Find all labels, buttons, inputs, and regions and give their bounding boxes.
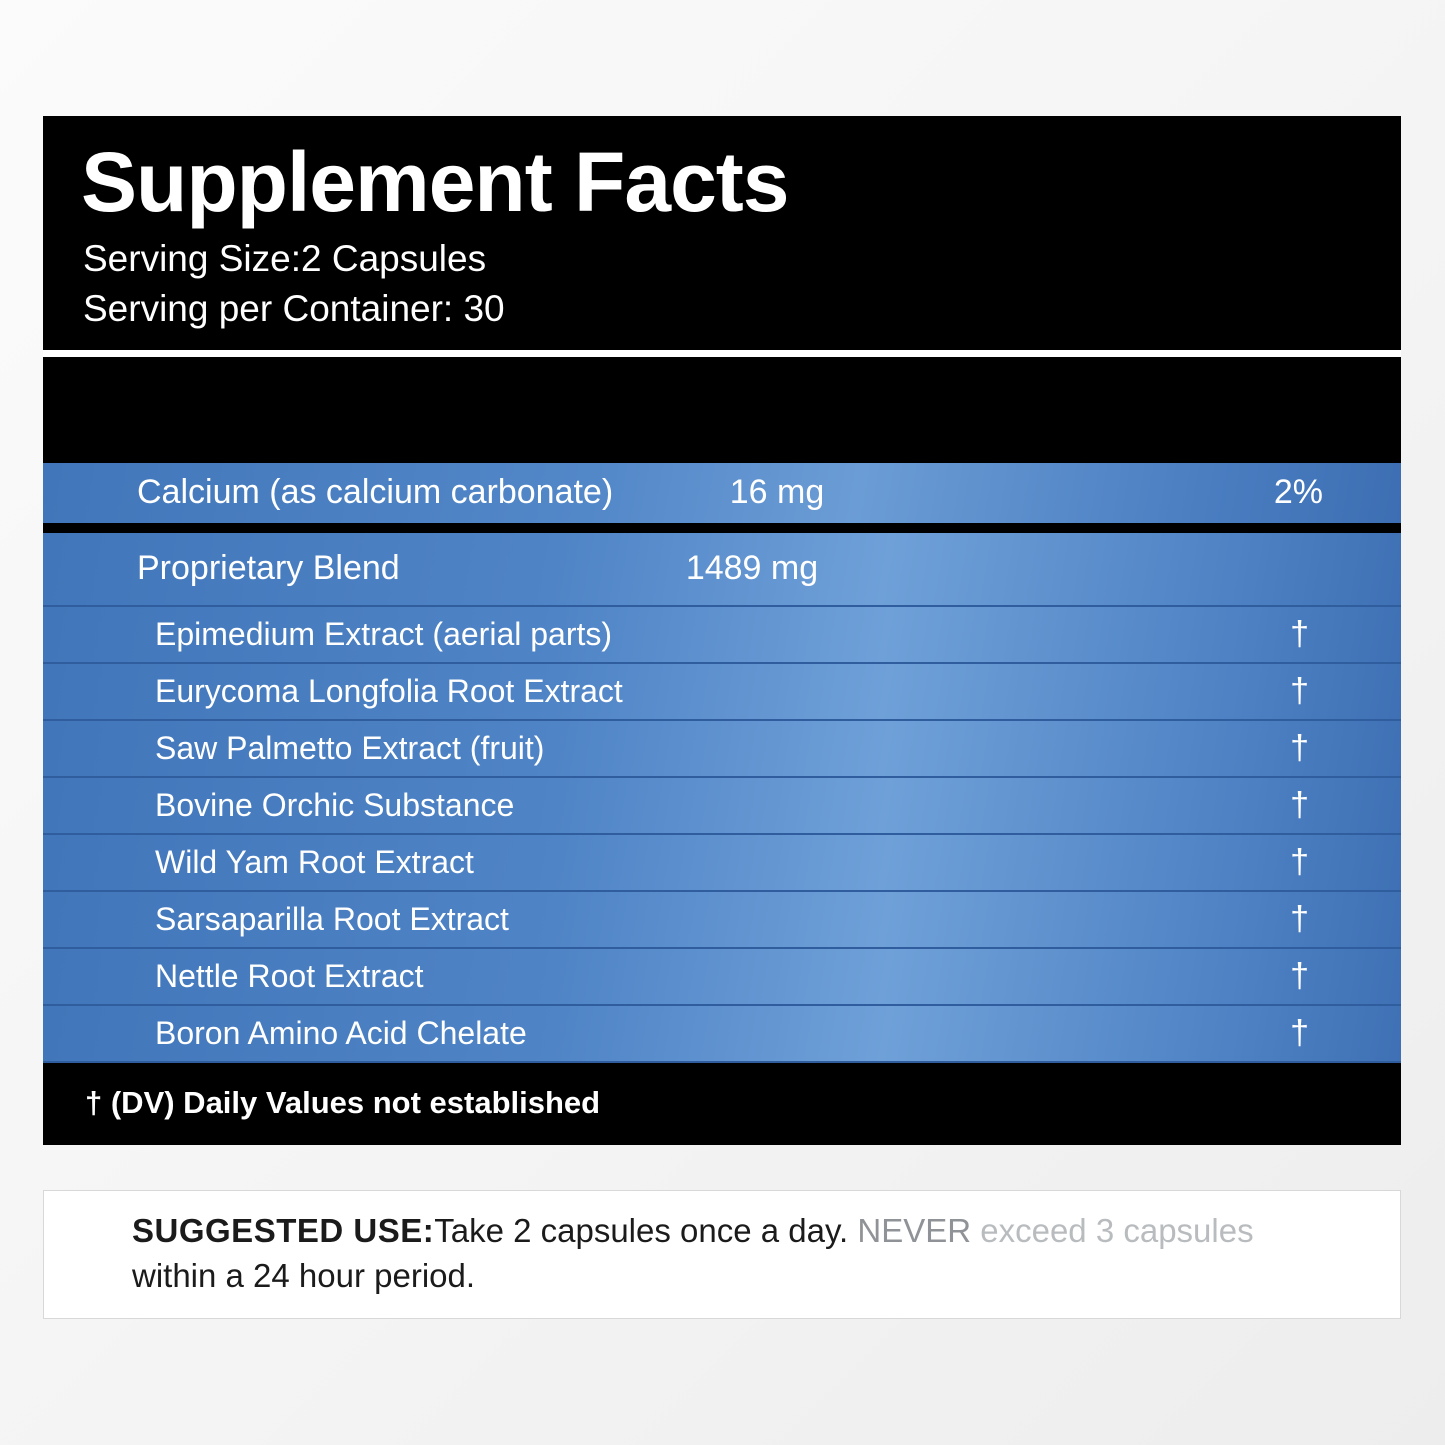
nutrient-name: Sarsaparilla Root Extract bbox=[155, 900, 509, 937]
suggested-use-sentence-1: Take 2 capsules once a day. bbox=[434, 1212, 858, 1249]
nutrient-amount: 1489 mg bbox=[685, 549, 819, 588]
dagger-icon: † bbox=[1290, 1013, 1309, 1052]
table-row bbox=[43, 1006, 1401, 1063]
dagger-icon: † bbox=[1290, 785, 1309, 824]
suggested-use-text-line2: within a 24 hour period. bbox=[132, 1256, 476, 1294]
table-row bbox=[43, 664, 1401, 721]
dagger-icon: † bbox=[1290, 899, 1309, 938]
dagger-icon: † bbox=[1290, 614, 1309, 653]
nutrient-daily-value: 2% bbox=[1273, 473, 1323, 512]
table-row bbox=[43, 533, 1401, 607]
table-row bbox=[43, 778, 1401, 835]
nutrient-name: Epimedium Extract (aerial parts) bbox=[155, 615, 613, 652]
suggested-use-text bbox=[132, 1209, 1370, 1254]
dagger-icon: † bbox=[1290, 671, 1309, 710]
nutrient-name: Calcium (as calcium carbonate) bbox=[137, 473, 614, 512]
nutrient-name: Wild Yam Root Extract bbox=[155, 843, 474, 880]
nutrients-table bbox=[43, 463, 1401, 1063]
nutrient-name: Saw Palmetto Extract (fruit) bbox=[155, 729, 545, 766]
suggested-use-sentence-2: exceed 3 capsules bbox=[971, 1212, 1254, 1249]
servings-per-container-text: Serving per Container: 30 bbox=[83, 287, 505, 329]
supplement-facts-header bbox=[43, 116, 1401, 367]
page-title: Supplement Facts bbox=[81, 135, 789, 229]
dagger-icon: † bbox=[1290, 728, 1309, 767]
daily-value-footnote: † (DV) Daily Values not established bbox=[43, 1063, 1401, 1145]
nutrient-name: Eurycoma Longfolia Root Extract bbox=[155, 672, 623, 709]
row-separator bbox=[43, 523, 1401, 533]
table-row bbox=[43, 721, 1401, 778]
nutrient-name: Nettle Root Extract bbox=[155, 957, 424, 994]
serving-size-text: Serving Size:2 Capsules bbox=[83, 238, 487, 279]
table-row bbox=[43, 949, 1401, 1006]
nutrient-name: Bovine Orchic Substance bbox=[155, 786, 515, 823]
header-divider bbox=[43, 350, 1401, 357]
nutrient-name: Proprietary Blend bbox=[137, 549, 400, 588]
suggested-use-never: NEVER bbox=[857, 1212, 972, 1249]
column-header-band bbox=[43, 367, 1401, 463]
suggested-use-box bbox=[43, 1190, 1401, 1319]
dagger-icon: † bbox=[1290, 842, 1309, 881]
nutrient-amount: 16 mg bbox=[729, 473, 825, 512]
table-row bbox=[43, 835, 1401, 892]
table-row bbox=[43, 463, 1401, 523]
table-row bbox=[43, 607, 1401, 664]
dagger-icon: † bbox=[1290, 956, 1309, 995]
suggested-use-label: SUGGESTED USE: bbox=[132, 1212, 435, 1249]
supplement-facts-panel bbox=[43, 116, 1401, 1145]
table-row bbox=[43, 892, 1401, 949]
nutrient-name: Boron Amino Acid Chelate bbox=[155, 1014, 527, 1051]
